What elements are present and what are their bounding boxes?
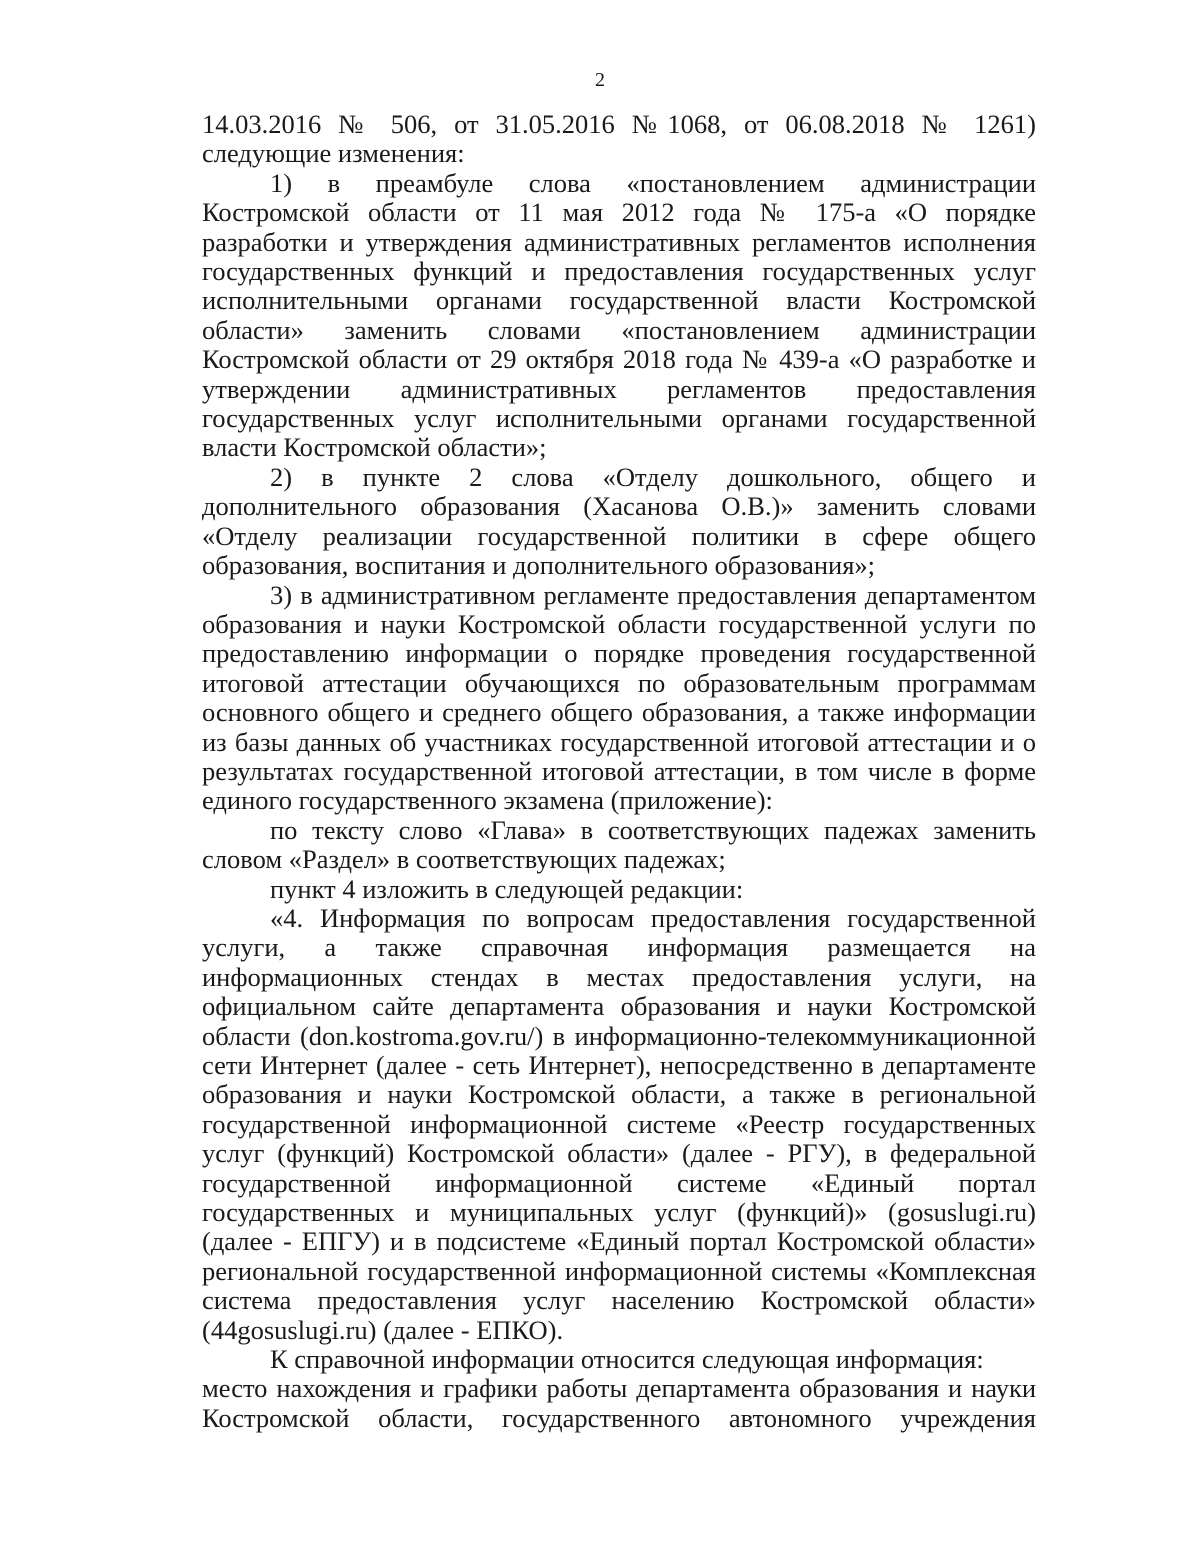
paragraph-intro: 14.03.2016 № 506, от 31.05.2016 №1068, от 06.08.2018 № 1261) следующие изменения:	[202, 109, 1036, 169]
paragraph-point-4-intro: пункт 4 изложить в следующей редакции:	[270, 873, 744, 904]
paragraph-replace-chapter: по тексту слово «Глава» в соответствующих падежах заменить словом «Раздел» в соответствующих падежах;	[202, 814, 1036, 875]
paragraph-item-3: 3) в административном регламенте предоставления департаментом образования и науки Костромской области государственной услуги по предоставлению информации о порядке проведения государственной итоговой аттестации обучающихся по образовательным программам основного общего и среднего общего образования, а также информации из базы данных об участниках государственной итоговой аттестации и о результатах государственной итоговой аттестации, в том числе в форме единого государственного экзамена (приложение):	[202, 579, 1036, 816]
document-body	[202, 110, 1036, 1433]
page-number: 2	[595, 69, 605, 91]
paragraph-point-4-text: «4. Информация по вопросам предоставления государственной услуги, а также справочная информация размещается на информационных стендах в местах предоставления услуги, на официальном сайте департамента образования и науки Костромской области (don.kostroma.gov.ru/) в информационно-телекоммуникационной сети Интернет (далее - сеть Интернет), непосредственно в департаменте образования и науки Костромской области, а также в региональной государственной информационной системе «Реестр государственных услуг (функций) Костромской области» (далее - РГУ), в федеральной государственной информационной системе «Единый портал государственных и муниципальных услуг (функций)» (gosuslugi.ru) (далее - ЕПГУ) и в подсистеме «Единый портал Костромской области» региональной государственной информационной системы «Комплексная система предоставления услуг населению Костромской области» (44gosuslugi.ru) (далее - ЕПКО).	[202, 902, 1036, 1345]
paragraph-item-2: 2) в пункте 2 слова «Отделу дошкольного, общего и дополнительного образования (Хасанова О.В.)» заменить словами «Отделу реализации государственной политики в сфере общего образования, воспитания и дополнительного образования»;	[202, 461, 1036, 581]
paragraph-reference-info: К справочной информации относится следующая информация:	[270, 1344, 984, 1375]
paragraph-item-1: 1) в преамбуле слова «постановлением администрации Костромской области от 11 мая 2012 года № 175-а «О порядке разработки и утверждения административных регламентов исполнения государственных функций и предоставления государственных услуг исполнительными органами государственной власти Костромской области» заменить словами «постановлением администрации Костромской области от 29 октября 2018 года № 439-а «О разработке и утверждении административных регламентов предоставления государственных услуг исполнительными органами государственной власти Костромской области»;	[202, 167, 1036, 463]
paragraph-location-schedules: место нахождения и графики работы департамента образования и науки Костромской области, государственного автономного учреждения	[202, 1373, 1036, 1433]
